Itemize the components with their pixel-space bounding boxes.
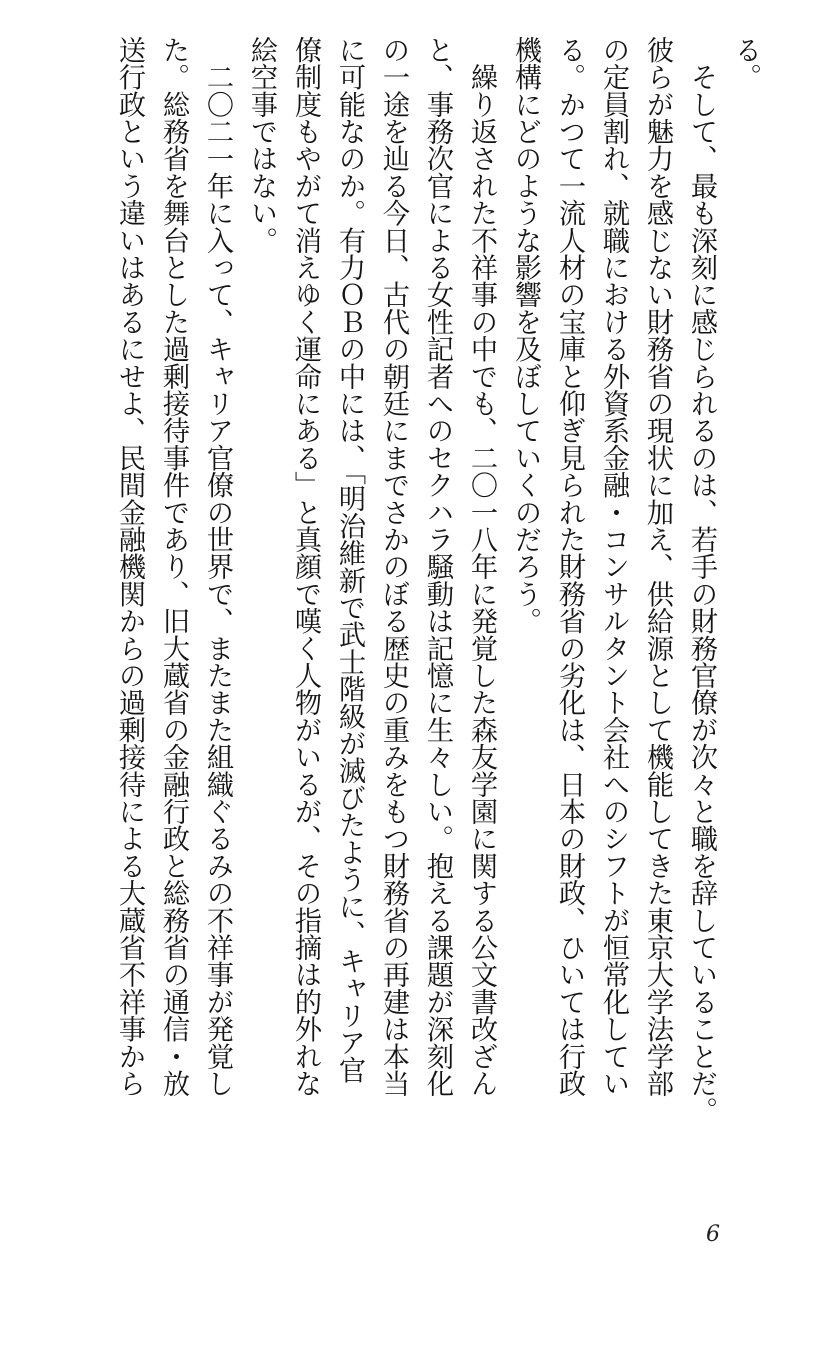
vertical-text-body — [110, 36, 765, 1216]
text-column: と、事務次官による女性記者へのセクハラ騒動は記憶に生々しい。抱える課題が深刻化 — [422, 36, 453, 1097]
text-column: 二〇二一年に入って、キャリア官僚の世界で、またまた組織ぐるみの不祥事が発覚し — [202, 36, 233, 1097]
text-column: 送行政という違いはあるにせよ、民間金融機関からの過剰接待による大蔵省不祥事から — [114, 36, 145, 1097]
text-column: 僚制度もやがて消えゆく運命にある」と真顔で嘆く人物がいるが、その指摘は的外れな — [290, 36, 321, 1097]
page-number: 6 — [706, 1222, 720, 1247]
text-column: 繰り返された不祥事の中でも、二〇一八年に発覚した森友学園に関する公文書改ざん — [466, 36, 497, 1097]
text-column: に可能なのか。有力ＯＢの中には、「明治維新で武士階級が滅びたように、キャリア官 — [334, 36, 365, 1084]
text-column: 彼らが魅力を感じない財務省の現状に加え、供給源として機能してきた東京大学法学部 — [642, 36, 673, 1097]
text-column: る。かつて一流人材の宝庫と仰ぎ見られた財務省の劣化は、日本の財政、ひいては行政 — [554, 36, 585, 1097]
text-column: た。総務省を舞台とした過剰接待事件であり、旧大蔵省の金融行政と総務省の通信・放 — [158, 36, 189, 1097]
text-column: る。 — [730, 36, 761, 91]
text-column: そして、最も深刻に感じられるのは、若手の財務官僚が次々と職を辞していることだ。 — [686, 36, 717, 1124]
text-column: 機構にどのような影響を及ぼしていくのだろう。 — [510, 36, 541, 635]
text-column: の一途を辿る今日、古代の朝廷にまでさかのぼる歴史の重みをもつ財務省の再建は本当 — [378, 36, 409, 1097]
text-column: 絵空事ではない。 — [246, 36, 277, 254]
text-column: の定員割れ、就職における外資系金融・コンサルタント会社へのシフトが恒常化してい — [598, 36, 629, 1097]
